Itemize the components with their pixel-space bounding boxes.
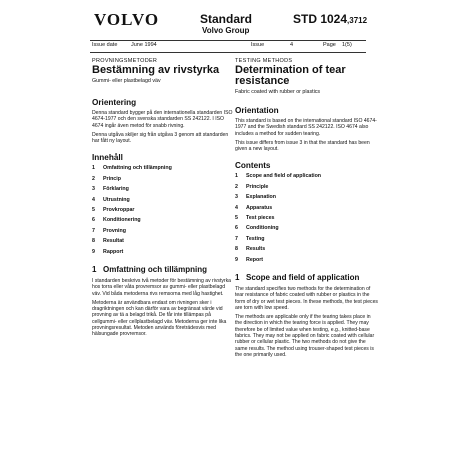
contents-item-text: Provkroppar [103,207,135,214]
orientation-heading: Orientation [235,106,279,115]
contents-item [92,165,235,175]
document-title: Bestämning av rivstyrka [92,64,220,76]
contents-item-text: Förklaring [103,186,129,193]
orientation-heading: Orientering [92,98,137,107]
contents-item-text: Apparatus [246,204,273,211]
document-subtitle: Gummi- eller plastbelagd väv [92,78,161,84]
english-column [235,58,378,361]
contents-item-text: Rapport [103,248,124,255]
contents-item [92,217,235,227]
meta-rule-bottom [90,52,366,53]
section-1-heading [235,273,378,282]
standard-number-main: STD 1024 [293,12,348,26]
contents-item-number: 2 [92,175,95,182]
section-number: 1 [235,273,240,282]
contents-item-text: Results [246,246,266,253]
contents-item-number: 8 [92,238,95,245]
document-subtitle: Fabric coated with rubber or plastics [235,89,321,95]
contents-item [235,184,378,194]
contents-item-number: 5 [92,207,95,214]
section-title: Scope and field of application [246,273,360,282]
contents-item-number: 4 [92,196,95,203]
page-number: 1(5) [342,42,352,48]
section-1-heading [92,265,235,274]
contents-item-text: Principle [246,183,269,190]
group-name: Volvo Group [202,26,250,35]
contents-item-text: Explanation [246,194,277,201]
contents-item-number: 7 [92,227,95,234]
contents-item-number: 1 [92,165,95,172]
contents-item-number: 6 [92,217,95,224]
contents-item-number: 9 [92,248,95,255]
contents-item [235,205,378,215]
contents-item [92,238,235,248]
contents-item-number: 6 [235,225,238,232]
contents-item [92,249,235,259]
document-title: Determination of tear resistance [235,64,346,87]
contents-item-text: Testing [246,235,265,242]
contents-item [235,225,378,235]
contents-item-text: Report [246,256,264,263]
contents-item-number: 2 [235,183,238,190]
contents-item [235,215,378,225]
section-1-paragraph-2: Metoderna är användbara endast om rivningen sker i dragriktningen och kan därför vara av begränsat värde vid provning av tä a belagd trikå. De får inte tillämpas på cellgummi- eller cellplastbelagd väv. Metoderna ger inte lika provningsresultat. Metoden används företrädesvis med hälsungade provremsor. [92,299,227,338]
contents-item-text: Test pieces [246,215,275,222]
contents-item-text: Omfattning och tillämpning [103,165,172,172]
volvo-logo: VOLVO [94,10,160,29]
section-1-paragraph-2: The methods are applicable only if the tearing takes place in the direction in which the tearing force is applied. They may therefore be of limited value when testing, e.g., knitted-base fabrics. They may not be applied on fabric coated with cellular rubber or cellular plastic. The two methods do not give the same results. The method using trouser-shaped test pieces is the one primarily used. [235,314,375,358]
contents-item-text: Utrustning [103,196,130,203]
contents-item-number: 4 [235,204,238,211]
orientation-paragraph-2: Denna utgåva skiljer sig från utgåva 3 genom att standarden har fått ny layout. [92,131,229,145]
swedish-column [92,58,235,341]
issue-date-label: Issue date [92,42,118,48]
section-1-paragraph-1: I standarden beskrivs två metoder för bestämning av rivstyrka hos torra eller våta provremsor av gummi- eller plastbelagd väv. Vid båda metoderna rivs remsorna med låg hastighet. [92,278,232,297]
contents-item-number: 7 [235,235,238,242]
orientation-paragraph-1: This standard is based on the international standard ISO 4674-1977 and the Swedish standard SS 242122. ISO 4674 also includes a method for sudden tearing. [235,118,377,137]
contents-item [92,186,235,196]
issue-date: June 1994 [131,42,157,48]
contents-list [235,173,378,267]
contents-item [92,207,235,217]
contents-item-text: Princip [103,175,121,182]
section-1-paragraph-1: The standard specifies two methods for the determination of tear resistance of fabric coated with rubber or plastics in the form of dry or wet test pieces. In these methods, the test pieces are torn with low speed. [235,286,378,311]
contents-item [92,228,235,238]
section-label: TESTING METHODS [235,58,293,64]
contents-item [235,257,378,267]
contents-item [92,197,235,207]
contents-item-text: Resultat [103,238,124,245]
standard-number-suffix: ,3712 [347,16,368,25]
contents-list [92,165,235,259]
contents-item-text: Conditioning [246,225,279,232]
contents-item [92,176,235,186]
section-label: PROVNINGSMETODER [92,58,158,64]
issue-label: Issue [251,42,265,48]
contents-item [235,246,378,256]
contents-item-text: Konditionering [103,217,141,224]
contents-item-text: Provning [103,227,126,234]
contents-item [235,194,378,204]
standard-number [293,12,367,26]
page-label: Page [323,42,336,48]
contents-item-number: 3 [235,194,238,201]
meta-rule-top [90,40,366,41]
contents-item-number: 9 [235,256,238,263]
contents-item-text: Scope and field of application [246,173,322,180]
section-title: Omfattning och tillämpning [103,265,207,274]
issue-number: 4 [290,42,294,48]
contents-item [235,236,378,246]
contents-heading: Innehåll [92,153,123,163]
contents-heading: Contents [235,161,271,171]
contents-item-number: 3 [92,186,95,193]
orientation-paragraph-2: This issue differs from issue 3 in that the standard has been given a new layout. [235,139,370,153]
contents-item-number: 1 [235,173,238,180]
orientation-paragraph-1: Denna standard bygger på den internationella standarden ISO 4674-1977 och den svenska standarden SS 242122. I ISO 4674 ingår även metod för snabb rivning. [92,110,233,129]
standard-title: Standard [200,12,253,26]
contents-item [235,173,378,183]
section-number: 1 [92,265,97,274]
contents-item-number: 5 [235,215,238,222]
contents-item-number: 8 [235,246,238,253]
